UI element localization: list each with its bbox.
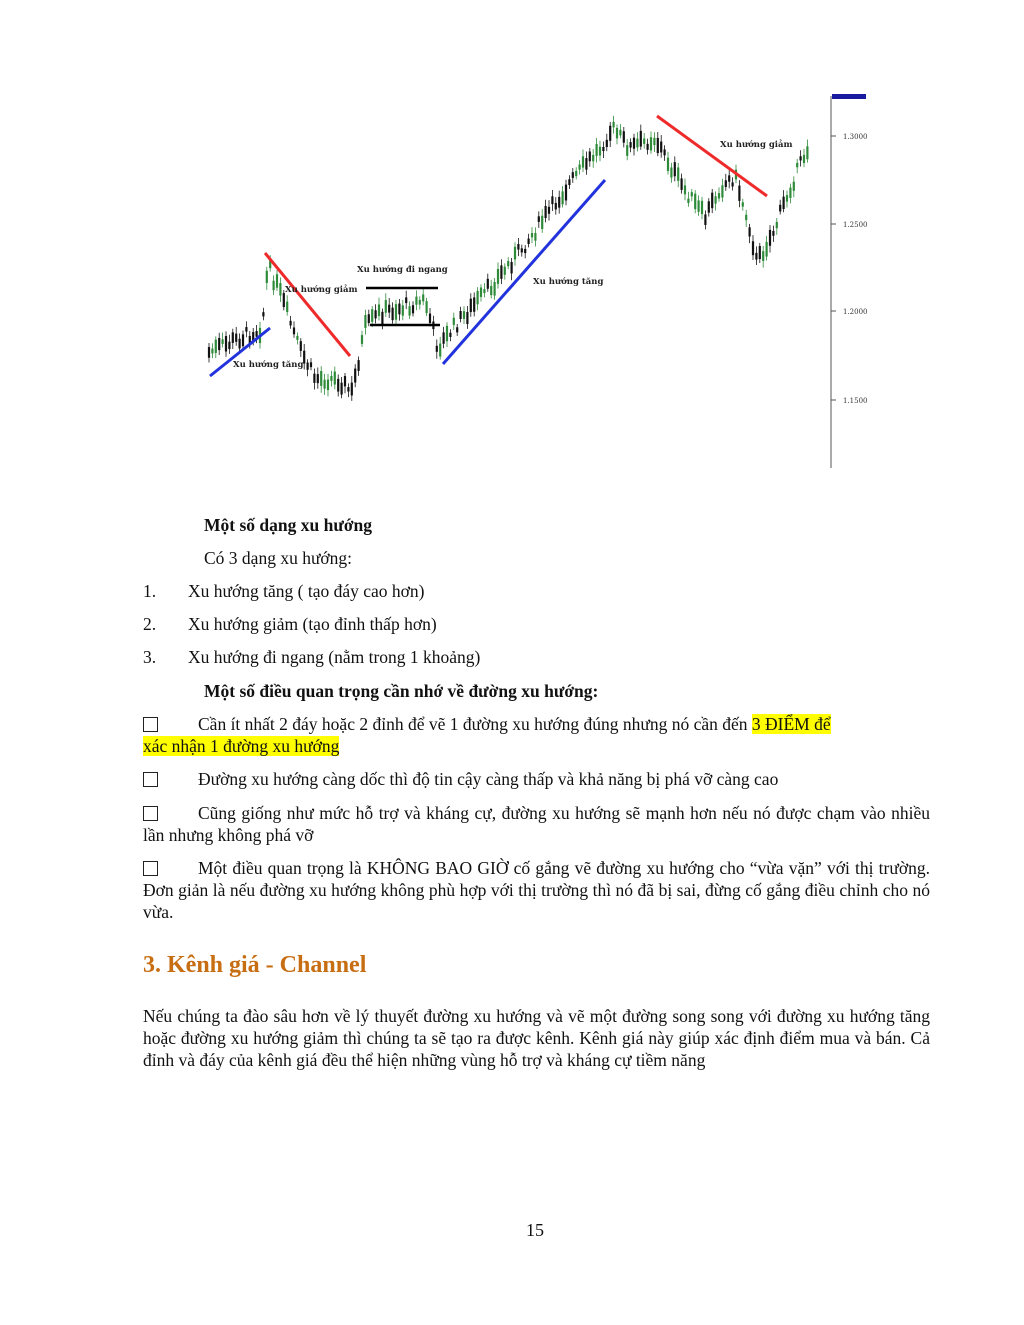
candle-body <box>463 311 465 319</box>
candle-body <box>483 289 485 293</box>
candle-body <box>582 156 584 167</box>
candle-body <box>789 188 791 198</box>
candle-body <box>337 379 339 392</box>
candle-body <box>466 312 468 324</box>
candle-body <box>575 171 577 176</box>
list-item: Xu hướng đi ngang (nằm trong 1 khoảng) <box>188 647 481 667</box>
candle-body <box>412 305 414 313</box>
candle-body <box>511 262 513 273</box>
candle-body <box>796 163 798 167</box>
candle-body <box>242 334 244 346</box>
candle-body <box>572 172 574 178</box>
candle-body <box>494 282 496 296</box>
candle-body <box>436 346 438 352</box>
candle-body <box>653 138 655 145</box>
candle-body <box>776 222 778 228</box>
candle-body <box>650 137 652 150</box>
candle-body <box>606 140 608 147</box>
list-number: 1. <box>143 581 157 601</box>
candle-body <box>524 249 526 253</box>
candle-body <box>762 251 764 261</box>
note-item-2 <box>143 768 930 790</box>
candle-body <box>803 155 805 163</box>
label-downtrend-left: Xu hướng giảm <box>285 285 358 295</box>
candle-body <box>793 182 795 191</box>
candle-body <box>772 231 774 236</box>
tick-label-3: 1.2000 <box>843 308 868 316</box>
candle-body <box>378 304 380 316</box>
candle-body <box>589 151 591 161</box>
candle-body <box>565 185 567 201</box>
candle-body <box>800 156 802 160</box>
candle-body <box>602 147 604 151</box>
candle-body <box>548 207 550 214</box>
label-sideways: Xu hướng đi ngang <box>357 265 448 275</box>
candle-body <box>307 363 309 370</box>
candle-body <box>422 294 424 301</box>
candle-body <box>228 342 230 349</box>
note-1-text: Cần ít nhất 2 đáy hoặc 2 đỉnh để vẽ 1 đường xu hướng đúng nhưng nó cần đến <box>198 714 752 734</box>
candle-body <box>262 312 264 316</box>
candle-body <box>211 349 213 354</box>
candle-body <box>341 383 343 395</box>
candle-body <box>660 141 662 152</box>
candle-body <box>779 205 781 212</box>
candle-body <box>320 371 322 386</box>
candle-body <box>500 265 502 278</box>
candle-body <box>514 247 516 260</box>
uptrend-line-mid <box>443 180 605 364</box>
candle-body <box>674 162 676 176</box>
note-item-3 <box>143 802 930 846</box>
list-number: 3. <box>143 647 157 667</box>
candle-body <box>266 271 268 283</box>
label-uptrend-left: Xu hướng tăng <box>233 360 304 370</box>
candle-body <box>290 321 292 326</box>
candle-body <box>633 138 635 149</box>
candle-body <box>419 300 421 305</box>
candle-body <box>783 197 785 209</box>
candle-body <box>766 242 768 257</box>
candle-body <box>738 186 740 201</box>
candle-body <box>347 387 349 391</box>
note-2-text: Đường xu hướng càng dốc thì độ tin cậy càng thấp và khả năng bị phá vỡ càng cao <box>198 769 779 789</box>
candle-body <box>245 327 247 332</box>
candle-body <box>732 182 734 186</box>
candle-body <box>698 200 700 211</box>
candle-body <box>460 311 462 319</box>
candle-body <box>755 253 757 260</box>
candle-body <box>449 333 451 337</box>
candle-body <box>256 331 258 337</box>
candle-body <box>398 304 400 315</box>
candle-body <box>327 380 329 391</box>
candle-body <box>334 372 336 385</box>
candle-body <box>664 149 666 155</box>
candle-body <box>293 327 295 334</box>
candle-body <box>507 261 509 266</box>
candle-body <box>759 246 761 259</box>
candle-body <box>538 216 540 222</box>
candle-body <box>480 287 482 296</box>
candle-body <box>521 248 523 252</box>
candle-body <box>545 206 547 218</box>
candle-body <box>208 347 210 358</box>
candle-body <box>687 199 689 203</box>
candle-body <box>752 241 754 255</box>
candle-body <box>446 326 448 341</box>
candle-body <box>313 374 315 383</box>
candles <box>208 116 809 401</box>
candlestick-chart <box>200 88 870 473</box>
candle-body <box>225 336 227 351</box>
section-title <box>143 952 366 979</box>
candle-body <box>681 178 683 189</box>
candle-body <box>585 158 587 170</box>
candle-body <box>534 233 536 241</box>
candle-body <box>344 376 346 386</box>
candle-body <box>375 310 377 318</box>
candle-body <box>691 192 693 196</box>
candle-body <box>364 315 366 328</box>
candle-body <box>402 305 404 315</box>
list-number: 2. <box>143 614 157 634</box>
trend-types-heading: Một số dạng xu hướng <box>204 515 373 535</box>
candle-body <box>456 327 458 332</box>
candle-body <box>677 167 679 180</box>
candle-body <box>497 269 499 284</box>
candle-body <box>296 336 298 340</box>
candle-body <box>568 179 570 185</box>
candle-body <box>636 139 638 148</box>
note-3-text: Cũng giống như mức hỗ trợ và kháng cự, đường xu hướng sẽ mạnh hơn nếu nó được chạm vào nhiều lần nhưng không phá vỡ <box>143 803 930 845</box>
candle-body <box>405 297 407 303</box>
candle-body <box>613 122 615 127</box>
candle-body <box>786 195 788 201</box>
note-4-text: Một điều quan trọng là KHÔNG BAO GIỜ cố gắng vẽ đường xu hướng cho “vừa vặn” với thị trường. Đơn giản là nếu đường xu hướng không phù hợp với thị trường thì nó đã bị sai, đừng cố gắng điều chỉnh cho nó vừa. <box>143 858 930 922</box>
candle-body <box>728 175 730 181</box>
downtrend-line-left <box>265 253 350 356</box>
candle-body <box>487 279 489 289</box>
candle-body <box>470 299 472 312</box>
candle-body <box>640 131 642 147</box>
candle-body <box>358 360 360 371</box>
candle-body <box>562 191 564 204</box>
candle-body <box>371 309 373 322</box>
list-item: Xu hướng giảm (tạo đỉnh thấp hơn) <box>188 614 437 634</box>
candle-body <box>300 341 302 351</box>
candle-body <box>239 339 241 349</box>
candle-body <box>579 164 581 169</box>
section-title-text: Kênh giá - Channel <box>167 952 367 978</box>
tick-label-2: 1.2500 <box>843 221 868 229</box>
list-item: Xu hướng tăng ( tạo đáy cao hơn) <box>188 581 425 601</box>
candle-body <box>354 369 356 383</box>
candle-body <box>517 244 519 250</box>
note-1-highlight-cont: xác nhận 1 đường xu hướng <box>143 736 340 756</box>
candle-body <box>647 144 649 150</box>
candle-body <box>551 196 553 204</box>
candle-body <box>592 155 594 161</box>
label-uptrend-mid: Xu hướng tăng <box>533 277 604 287</box>
trend-chart-figure <box>200 88 870 473</box>
note-item-1 <box>143 713 930 757</box>
candle-body <box>303 351 305 364</box>
candle-body <box>619 130 621 136</box>
candle-body <box>235 334 237 342</box>
candle-body <box>623 131 625 142</box>
candle-body <box>409 306 411 315</box>
candle-body <box>708 201 710 212</box>
tick-label-1: 1.3000 <box>843 133 868 141</box>
candle-body <box>477 291 479 304</box>
checkbox-bullet-icon <box>143 806 158 821</box>
candle-body <box>317 374 319 383</box>
downtrend-line-right <box>657 116 767 196</box>
candle-body <box>718 193 720 198</box>
candle-body <box>558 197 560 208</box>
candle-body <box>385 300 387 313</box>
candle-body <box>218 338 220 350</box>
candle-body <box>528 239 530 244</box>
trend-types-intro: Có 3 dạng xu hướng: <box>204 548 353 568</box>
candle-body <box>504 267 506 275</box>
section-number: 3. <box>143 952 161 978</box>
candle-body <box>415 297 417 305</box>
candle-body <box>531 233 533 237</box>
candle-body <box>276 274 278 288</box>
candle-body <box>630 142 632 147</box>
candle-body <box>310 362 312 367</box>
candle-body <box>330 376 332 381</box>
candle-body <box>616 128 618 138</box>
candle-body <box>711 193 713 209</box>
candle-body <box>667 158 669 171</box>
candle-body <box>232 332 234 343</box>
checkbox-bullet-icon <box>143 861 158 876</box>
candle-body <box>596 144 598 156</box>
label-downtrend-right: Xu hướng giảm <box>720 140 793 150</box>
candle-body <box>368 314 370 323</box>
candle-body <box>324 380 326 389</box>
candle-body <box>351 383 353 396</box>
note-1-highlight: 3 ĐIỂM để <box>751 714 831 734</box>
candle-body <box>279 283 281 295</box>
candle-body <box>215 340 217 353</box>
candle-body <box>555 203 557 210</box>
candle-body <box>222 339 224 344</box>
candle-body <box>701 201 703 214</box>
candle-body <box>742 202 744 206</box>
candle-body <box>381 312 383 326</box>
candle-body <box>626 145 628 156</box>
candle-body <box>286 302 288 312</box>
candle-body <box>694 194 696 209</box>
candle-body <box>745 215 747 220</box>
checkbox-bullet-icon <box>143 772 158 787</box>
candle-body <box>749 227 751 236</box>
candle-body <box>725 180 727 187</box>
candle-body <box>541 216 543 229</box>
tick-label-4: 1.1500 <box>843 397 868 405</box>
candle-body <box>657 138 659 153</box>
note-item-4 <box>143 857 930 923</box>
candle-body <box>721 185 723 197</box>
candle-body <box>473 297 475 311</box>
candle-body <box>609 126 611 141</box>
candle-body <box>453 318 455 325</box>
candle-body <box>429 314 431 324</box>
candle-body <box>599 147 601 156</box>
section-body: Nếu chúng ta đào sâu hơn về lý thuyết đường xu hướng và vẽ một đường song song với đường xu hướng tăng hoặc đường xu hướng giảm thì chúng ta sẽ tạo ra được kênh. Kênh giá này giúp xác định điểm mua và bán. Cả đỉnh và đáy của kênh giá đều thể hiện những vùng hỗ trợ và kháng cự tiềm năng <box>143 1006 930 1070</box>
checkbox-bullet-icon <box>143 717 158 732</box>
candle-body <box>715 196 717 203</box>
candle-body <box>443 332 445 343</box>
candle-body <box>388 305 390 313</box>
candle-body <box>283 293 285 307</box>
candle-body <box>704 214 706 225</box>
candle-body <box>670 167 672 177</box>
candle-body <box>684 185 686 194</box>
candle-body <box>361 335 363 344</box>
candle-body <box>395 304 397 320</box>
candle-body <box>806 146 808 159</box>
candle-body <box>392 308 394 320</box>
price-ticks <box>831 133 868 405</box>
candle-body <box>426 301 428 313</box>
candle-body <box>769 230 771 246</box>
candle-body <box>490 286 492 295</box>
notes-heading: Một số điều quan trọng cần nhớ về đường xu hướng: <box>204 681 599 701</box>
current-price-marker <box>832 94 866 99</box>
page-number: 15 <box>526 1220 544 1240</box>
candle-body <box>439 344 441 357</box>
candle-body <box>273 281 275 290</box>
candle-body <box>643 138 645 143</box>
